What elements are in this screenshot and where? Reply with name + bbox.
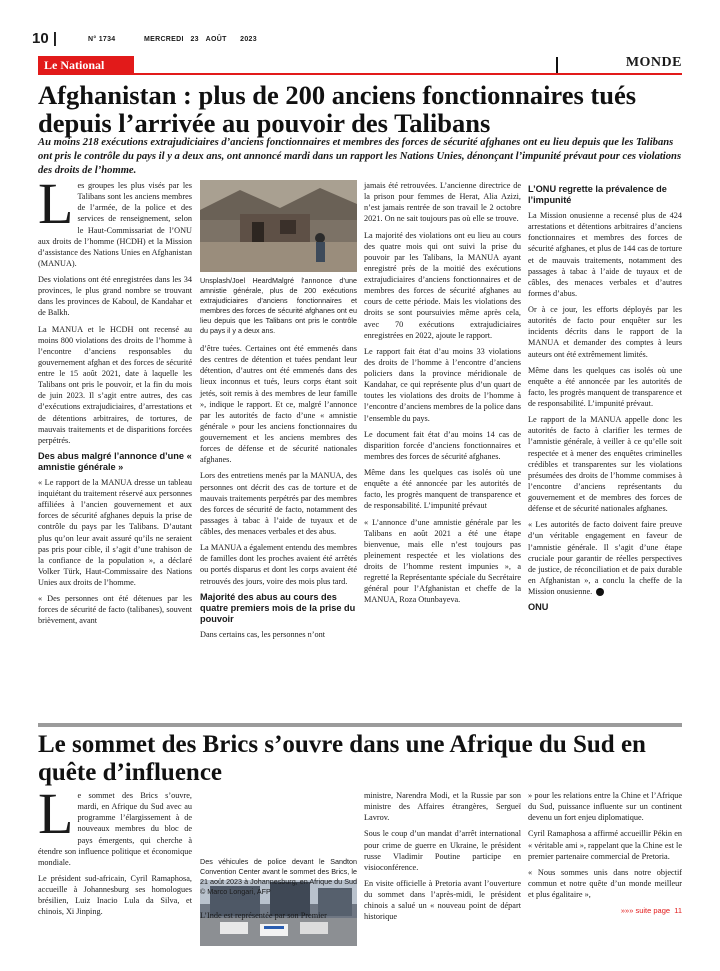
paragraph: L’Inde est représentée par son Premier xyxy=(200,911,327,920)
paragraph: Lors des entretiens menés par la MANUA, des personnes ont décrit des cas de torture et de mauvais traitements perpétrés par des membres des forces de sécurité de facto, notamment des passages à tabac à l’aide de tuyaux et de câbles, des menaces verbales et des abus. xyxy=(200,471,357,536)
subheading: L’ONU regrette la prévalence de l’impunité xyxy=(528,184,667,206)
photo-afghanistan-street xyxy=(200,180,357,272)
paragraph: jamais été retrouvées. L’ancienne directrice de la prison pour femmes de Herat, Alia Azizi, n’est jamais rentrée de son travail le 2 octobre 2021. On ne sait toujours pas où elle se trouve. xyxy=(364,181,521,224)
paragraph: ministre, Narendra Modi, et la Russie par son ministre des Affaires étrangères, Sergueï Lavrov. xyxy=(364,791,521,823)
paragraph: Même dans les quelques cas isolés où une enquête a été annoncée par les autorités de facto, les progrès manquent de transparence et de responsabilité. L’impunité prévaut xyxy=(364,468,521,511)
article-column-3 xyxy=(364,180,521,611)
article-column-3 xyxy=(364,790,521,927)
issue-number: N° 1734 xyxy=(88,36,116,43)
section-title: MONDE xyxy=(625,55,682,70)
article-column-1: Le sommet des Brics s’ouvre, mardi, en Afrique du Sud avec au programme l’élargissement à de nouveaux membres du bloc de pays émergents, qui cherche à étendre son influence politique et économique mondiale. Le président sud-africain, Cyril Ramaphosa, accueille à Johannesburg ses homologues brésilien, Luiz Inacio Lula da Silva, et chinois, Xi Jinping. xyxy=(38,781,192,917)
paragraph: La MANUA et le HCDH ont recensé au moins 800 violations des droits de l’homme à l’encontre d’anciens responsables du gouvernement afghan et des forces de sécurité entre le 15 août 2021, date à laquelle les Talibans ont pris le pouvoir, et la fin du mois de juin 2023. Il s’agit entre autres, des cas d’exécutions extrajudiciaires, d’arrestations et de détentions arbitraires, de tortures, de mauvais traitements et de disparitions forcées perpétrés. xyxy=(38,324,192,445)
photo-caption: Unsplash/Joel HeardMalgré l’annonce d’une amnistie générale, plus de 200 exécutions extrajudiciaires d’anciens fonctionnaires et membres des forces de sécurité afghanes ont eu lieu depuis que les Talibans ont pris le contrôle du pays il y a deux ans. xyxy=(200,276,357,335)
paragraph: » pour les relations entre la Chine et l’Afrique du Sud, puissance influente sur un continent devenu un fort enjeu diplomatique. xyxy=(528,791,682,823)
article-title: Le sommet des Brics s’ouvre dans une Afrique du Sud en quête d’influence xyxy=(38,731,646,786)
paragraph: La Mission onusienne a recensé plus de 424 arrestations et détentions arbitraires d’anciens fonctionnaires et membres des forces de sécurité afghanes, et plus de 144 cas de torture et de mauvais traitements, notamment des passages à tabac à l’aide de tuyaux et de câbles, des menaces verbales et d’autres formes d’abus. xyxy=(528,211,682,298)
paragraph: Même dans les quelques cas isolés où une enquête a été annoncée par les autorités de facto, les progrès manquent de transparence et de responsabilité. L’impunité prévaut. xyxy=(528,365,682,409)
paragraph: Le rapport fait état d’au moins 33 violations des droits de l’homme à l’encontre d’anciens policiers dans la province méridionale de Kandahar, ce qui représente plus d’un quart de toutes les violations des droits de l’homme à l’encontre d’anciens membres de la police dans l’ensemble du pays. xyxy=(364,346,521,423)
article-column-4 xyxy=(528,180,682,617)
end-mark-icon xyxy=(596,588,604,596)
paragraph: « Des personnes ont été détenues par les forces de sécurité de facto (talibanes), souvent brièvement, avant xyxy=(38,594,192,626)
article-divider xyxy=(38,723,682,727)
paragraph: La MANUA a également entendu des membres de familles dont les proches avaient été arrêtés ou portés disparus et dont les corps avaient été retrouvés des jours, voire des mois plus tard. xyxy=(200,543,357,586)
masthead-logo: Le National xyxy=(38,56,134,74)
paragraph: En visite officielle à Pretoria avant l’ouverture du sommet dans l’après-midi, le président chinois a salué un « nouveau point de départ historique xyxy=(364,878,521,922)
paragraph: Cyril Ramaphosa a affirmé accueillir Pékin en « véritable ami », rappelant que la Chine est le premier partenaire commercial de Pretoria. xyxy=(528,829,682,861)
paragraph: « Les autorités de facto doivent faire preuve d’un véritable engagement en faveur de l’amnistie générale. Il s’agit d’une étape cruciale pour garantir de réelles perspectives de justice, de réconciliation et de paix durable en Afghanistan », a conclu la cheffe de la Mission onusienne. xyxy=(528,520,682,597)
article-column-2 xyxy=(200,910,357,926)
paragraph: Or à ce jour, les efforts déployés par les autorités de facto pour enquêter sur les incidents décrits dans le rapport de la MANUA et demander des comptes à leurs auteurs ont été extrêmement limités. xyxy=(528,305,682,359)
section-divider xyxy=(556,57,558,73)
paragraph: « Le rapport de la MANUA dresse un tableau inquiétant du traitement réservé aux personnes affiliées à l’ancien gouvernement et aux forces de sécurité afghanes depuis la prise de contrôle du pays par les Talibans. D’autant plus qu’on leur avait assuré qu’ils ne seraient pas pris pour cible, il s’agit d’une trahison de la confiance de la population », a déclaré Volker Türk, Haut-Commissaire des Nations Unies aux droits de l’homme. xyxy=(38,477,192,588)
paragraph: Le document fait état d’au moins 14 cas de disparition forcée d’anciens fonctionnaires et membres des forces de sécurité afghanes. xyxy=(364,429,521,461)
paragraph: Sous le coup d’un mandat d’arrêt international pour crime de guerre en Ukraine, le président russe Vladimir Poutine participe en visioconférence. xyxy=(364,829,521,872)
paragraph: d’être tuées. Certaines ont été emmenés dans des centres de détention et tuées pendant leur détention, d’autres ont été emmenés dans des lieux inconnus et tués, leurs corps étant soit jetés, soit remis à des membres de leur famille », indique le rapport. Et ce, malgré l’annonce par les autorités de facto d’une « amnistie générale » pour les anciens fonctionnaires du gouvernement et les anciens membres des forces de défense et de sécurité nationales afghanes. xyxy=(200,344,357,465)
article-column-4 xyxy=(528,790,682,916)
article-column-2 xyxy=(200,343,357,645)
subheading: Majorité des abus au cours des quatre premiers mois de la prise du pouvoir xyxy=(200,591,356,624)
photo-caption: Des véhicules de police devant le Sandton Convention Center avant le sommet des Brics, le 21 août 2023 à Johannesburg, en Afrique du Sud © Marco Longari, AFP xyxy=(200,857,357,896)
page-number: 10 | xyxy=(32,30,58,47)
article-title: Afghanistan : plus de 200 anciens fonctionnaires tués depuis l’arrivée au pouvoir des Talibans xyxy=(38,80,637,138)
paragraph: Le président sud-africain, Cyril Ramaphosa, accueille à Johannesburg ses homologues brésilien, Luiz Inacio Lula da Silva, et chinois, Xi Jinping. xyxy=(38,873,192,917)
drop-cap: L xyxy=(38,171,74,236)
street-scene-illustration xyxy=(200,180,357,272)
continued-link[interactable]: »»» suite page 11 xyxy=(620,906,682,916)
article-column-1: Les groupes les plus visés par les Talibans sont les anciens membres de l’armée, de la police et des services de renseignement, selon le Haut-Commissariat de l’ONU aux droits de l’homme (HCDH) et la Mission d’assistance des Nations Unies en Afghanistan (MANUA). Des violations ont été enregistrées dans les 34 provinces, le plus grand nombre se trouvant dans les provinces de Kaboul, de Kandahar et de Balkh. La MANUA et le HCDH ont recensé au moins 800 violations des droits de l’homme à l’encontre d’anciens responsables du gouvernement afghan et des forces de sécurité entre le 15 août 2021, date à laquelle les Talibans ont pris le pouvoir, et la fin du mois de juin 2023. Il s’agit entre autres, des cas d’exécutions extrajudiciaires, d’arrestations et de détentions arbitraires, de tortures, de mauvais traitements et de disparitions forcées perpétrés. Des abus malgré l’annonce d’une « amnistie générale » « Le rapport de la MANUA dresse un tableau inquiétant du traitement réservé aux personnes affiliées à l’ancien gouvernement et aux forces de sécurité afghanes depuis la prise de contrôle du pays par les Talibans. D’autant plus qu’on leur avait assuré qu’ils ne seraient pas pris pour cible, il s’agit d’une trahison de la confiance de la population », a déclaré Volker Türk, Haut-Commissaire des Nations Unies aux droits de l’homme. « Des personnes ont été détenues par les forces de sécurité de facto (talibanes), souvent brièvement, avant xyxy=(38,171,192,626)
paragraph: Dans certains cas, les personnes n’ont xyxy=(200,629,326,639)
issue-date: MERCREDI 23 AOÛT 2023 xyxy=(144,36,257,43)
paragraph: « L’annonce d’une amnistie générale par les Talibans en août 2021 a été une étape bienvenue, mais elle n’est toujours pas pleinement respectée et les violations des droits de l’homme restent impunies », a regretté la Représentante spéciale du Secrétaire général pour l’Afghanistan et cheffe de la MANUA, Roza Otunbayeva. xyxy=(364,517,521,605)
header-rule xyxy=(38,73,682,75)
article-lede: Au moins 218 exécutions extrajudiciaires d’anciens fonctionnaires et membres des forces de sécurité afghanes ont eu lieu depuis que les Talibans ont pris le contrôle du pays il y a deux ans, ont annoncé mardi dans un rapport les Nations Unies, dénonçant l’impunité prévaut pour ces violations des droits de l’homme. xyxy=(38,137,682,176)
paragraph: « Nous sommes unis dans notre objectif commun et notre quête d’un monde meilleur et plus égalitaire », xyxy=(528,867,682,899)
paragraph: La majorité des violations ont eu lieu au cours des quatre mois qui ont suivi la prise du pouvoir par les Talibans, la MANUA ayant enregistré près de la moitié des exécutions extrajudiciaires d’anciens fonctionnaires et de membres des forces de sécurité afghanes au cours de cette période. Mais les violations des droits se sont poursuivies même après cela, avec 70 exécutions extrajudiciaires enregistrées en 2022, ajoute le rapport. xyxy=(364,230,521,340)
paragraph: Le rapport de la MANUA appelle donc les autorités de facto à clarifier les termes de l’amnistie générale, à veiller à ce qu’elle soit respectée et à mener des enquêtes criminelles crédibles et transparentes sur les violations présumées des droits de l’homme commises à l’encontre d’anciens représentants du gouvernement et de membres des forces de défense et de sécurité nationales afghanes. xyxy=(528,415,682,514)
drop-cap: L xyxy=(38,781,74,846)
subheading: Des abus malgré l’annonce d’une « amnistie générale » xyxy=(38,450,192,472)
article-signature: ONU xyxy=(528,602,549,613)
paragraph: Des violations ont été enregistrées dans les 34 provinces, le plus grand nombre se trouvant dans les provinces de Kaboul, de Kandahar et de Balkh. xyxy=(38,275,192,318)
